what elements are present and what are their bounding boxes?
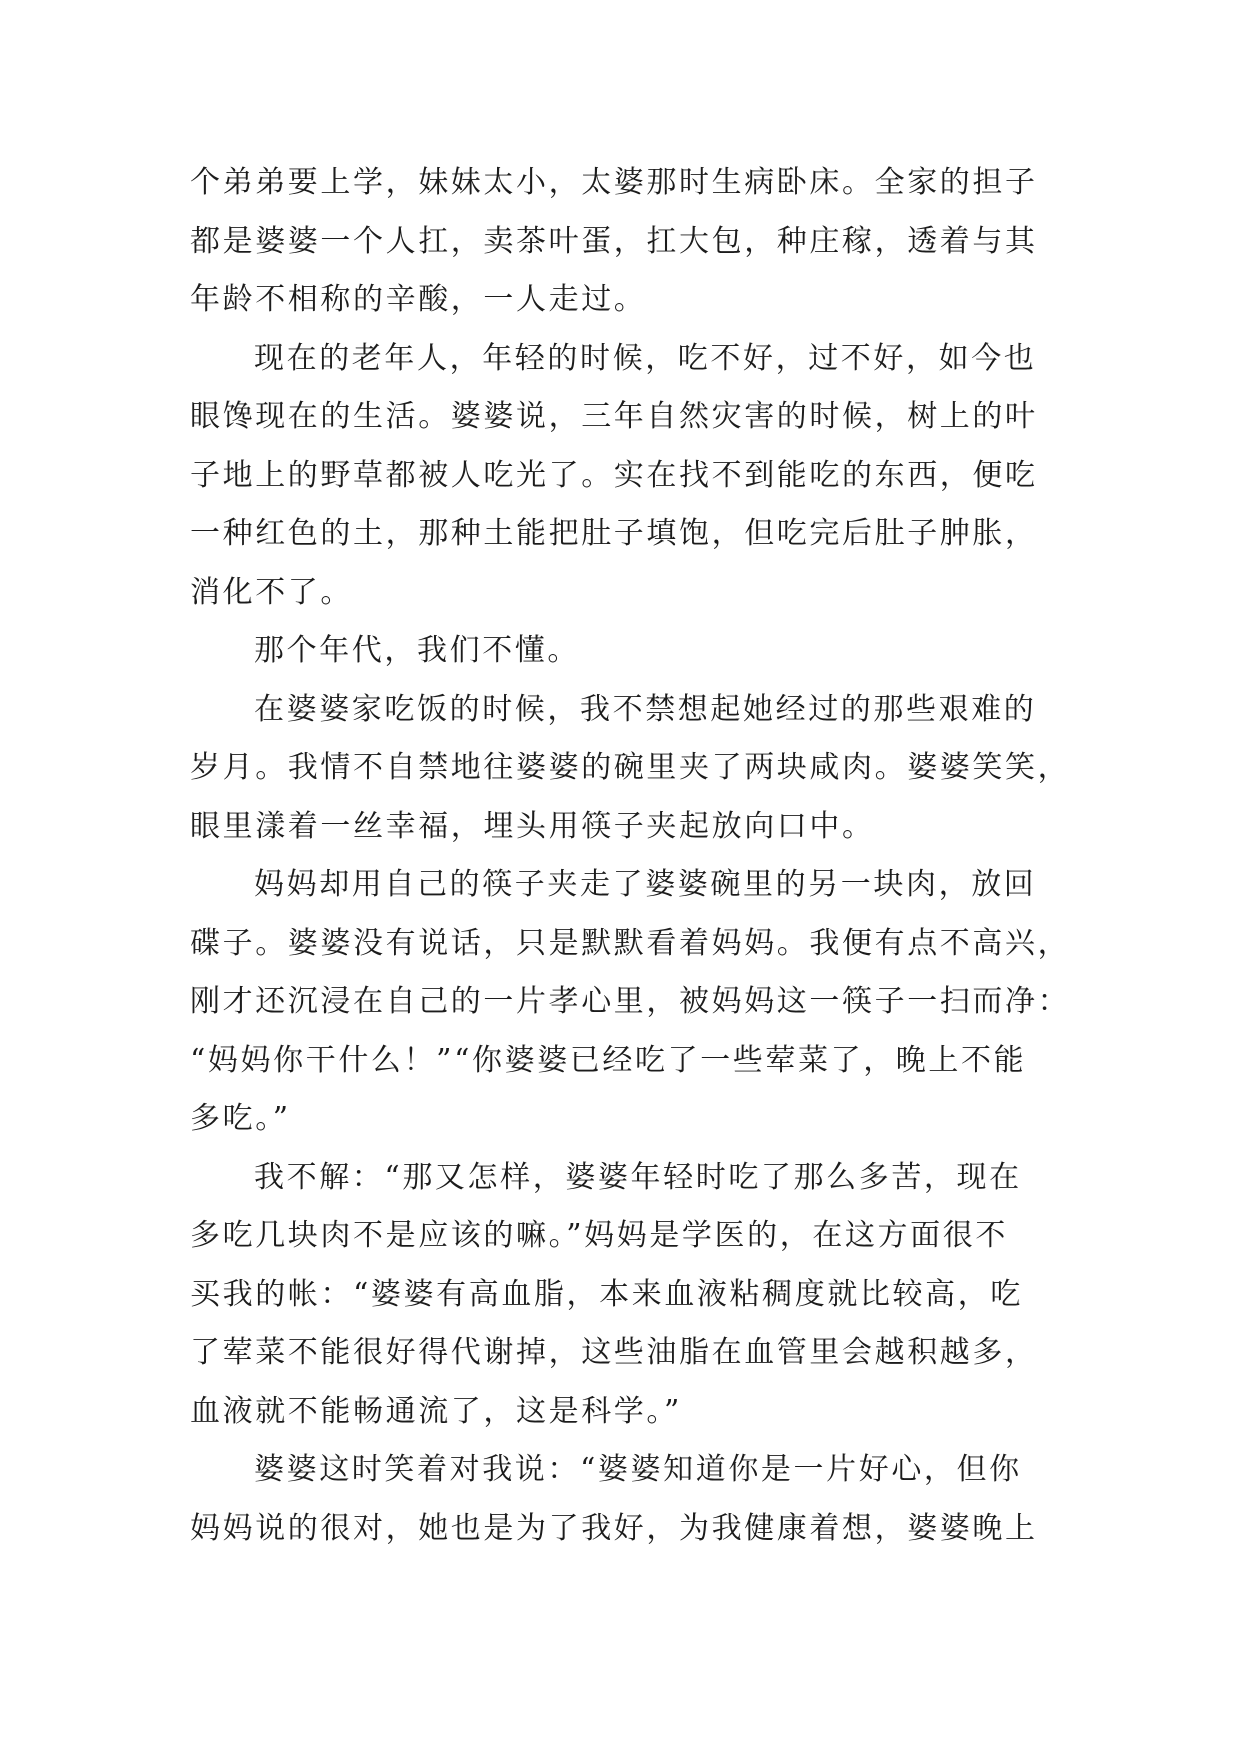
text-line-9: 那个年代，我们不懂。: [254, 633, 580, 668]
text-line-13: 妈妈却用自己的筷子夹走了婆婆碗里的另一块肉，放回: [254, 867, 1037, 902]
text-line-24: 妈妈说的很对，她也是为了我好，为我健康着想，婆婆晚上: [190, 1510, 1038, 1546]
text-line-12: 眼里漾着一丝幸福，埋头用筷子夹起放向口中。: [190, 808, 875, 844]
text-line-11: 岁月。我情不自禁地往婆婆的碗里夹了两块咸肉。婆婆笑笑，: [190, 750, 1071, 785]
text-line-2: 都是婆婆一个人扛，卖茶叶蛋，扛大包，种庄稼，透着与其: [190, 223, 1038, 259]
text-line-21: 了荤菜不能很好得代谢掉，这些油脂在血管里会越积越多，: [190, 1335, 1038, 1370]
text-line-23: 婆婆这时笑着对我说：“婆婆知道你是一片好心，但你: [254, 1452, 1022, 1487]
text-line-10: 在婆婆家吃饭的时候，我不禁想起她经过的那些艰难的: [254, 691, 1037, 727]
text-line-4: 现在的老年人，年轻的时候，吃不好，过不好，如今也: [254, 340, 1037, 376]
text-line-17: 多吃。”: [190, 1101, 291, 1136]
text-line-19: 多吃几块肉不是应该的嘛。”妈妈是学医的，在这方面很不: [190, 1218, 1008, 1253]
text-line-20: 买我的帐：“婆婆有高血脂，本来血液粘稠度就比较高，吃: [190, 1276, 1023, 1312]
text-line-1: 个弟弟要上学，妹妹太小，太婆那时生病卧床。全家的担子: [190, 165, 1038, 200]
text-line-3: 年龄不相称的辛酸，一人走过。: [190, 282, 647, 317]
body-text: [190, 158, 1071, 1562]
text-line-22: 血液就不能畅通流了，这是科学。”: [190, 1393, 682, 1429]
text-line-18: 我不解：“那又怎样，婆婆年轻时吃了那么多苦，现在: [254, 1159, 1022, 1195]
text-line-14: 碟子。婆婆没有说话，只是默默看着妈妈。我便有点不高兴，: [190, 925, 1071, 961]
text-line-7: 一种红色的土，那种土能把肚子填饱，但吃完后肚子肿胀，: [190, 516, 1038, 551]
text-line-15: 刚才还沉浸在自己的一片孝心里，被妈妈这一筷子一扫而净：: [190, 984, 1071, 1019]
text-line-16: “妈妈你干什么！”“你婆婆已经吃了一些荤菜了，晚上不能: [190, 1042, 1027, 1078]
text-line-6: 子地上的野草都被人吃光了。实在找不到能吃的东西，便吃: [190, 457, 1038, 493]
text-line-8: 消化不了。: [190, 574, 353, 610]
text-line-5: 眼馋现在的生活。婆婆说，三年自然灾害的时候，树上的叶: [190, 399, 1038, 434]
